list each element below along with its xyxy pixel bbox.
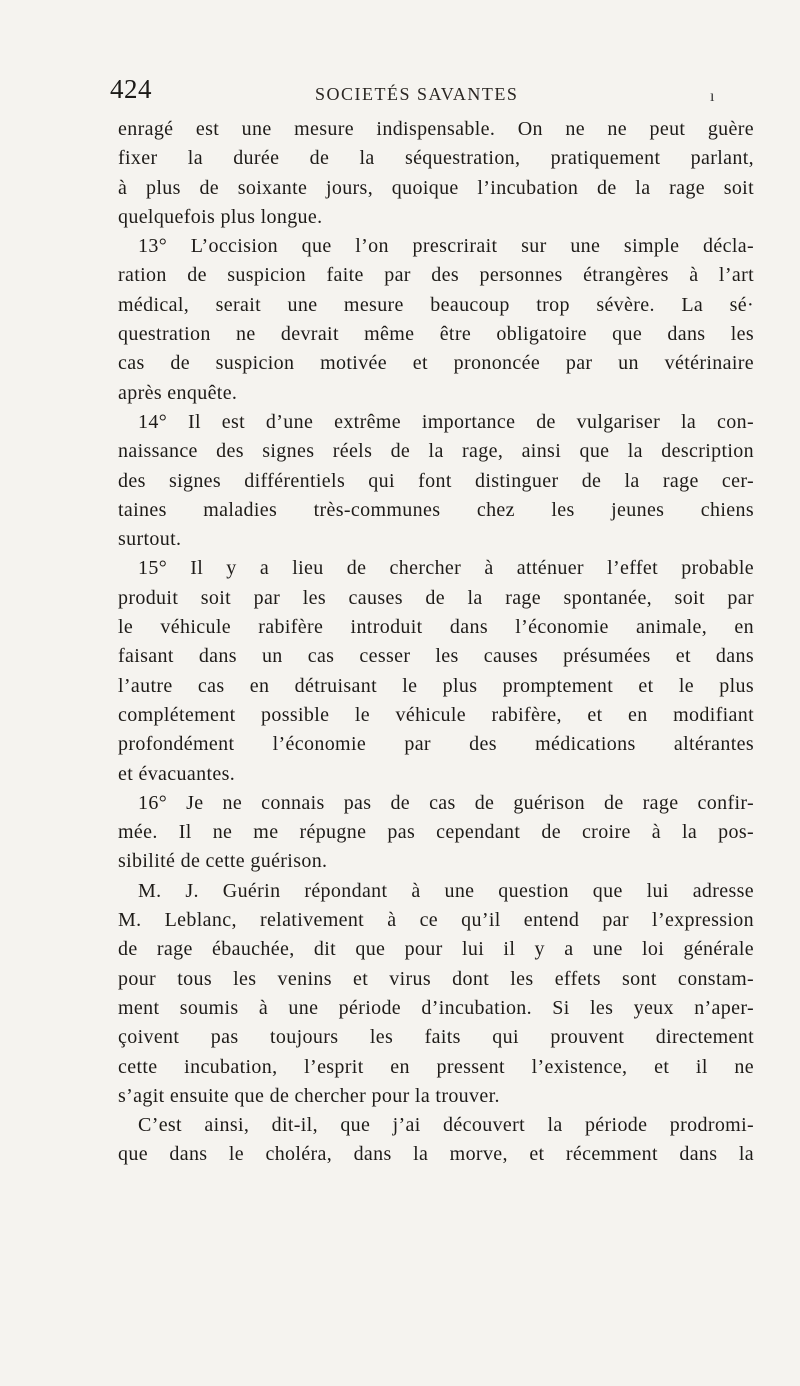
text-line: complétement possible le véhicule rabifère, et en modifiant	[118, 703, 754, 726]
text-line: des signes différentiels qui font distinguer de la rage cer-	[118, 469, 754, 492]
text-line: ment soumis à une période d’incubation. Si les yeux n’aper-	[118, 996, 754, 1019]
text-line: M. Leblanc, relativement à ce qu’il entend par l’expression	[118, 909, 754, 932]
text-line: et évacuantes.	[118, 762, 236, 785]
page-header	[110, 74, 715, 114]
text-line: 15° Il y a lieu de chercher à atténuer l’effet probable	[138, 557, 754, 580]
text-line: l’autre cas en détruisant le plus promptement et le plus	[118, 674, 754, 697]
text-line: 16° Je ne connais pas de cas de guérison de rage confir-	[138, 791, 754, 814]
body-text	[118, 115, 754, 1170]
text-line: après enquête.	[118, 381, 238, 404]
text-line: cas de suspicion motivée et prononcée par un vétérinaire	[118, 352, 754, 375]
text-line: fixer la durée de la séquestration, pratiquement parlant,	[118, 147, 754, 170]
text-line: quelquefois plus longue.	[118, 205, 323, 228]
text-line: surtout.	[118, 528, 182, 551]
text-line: enragé est une mesure indispensable. On ne ne peut guère	[118, 118, 754, 140]
text-line: çoivent pas toujours les faits qui prouvent directement	[118, 1026, 754, 1049]
text-line: s’agit ensuite que de chercher pour la trouver.	[118, 1084, 500, 1107]
text-line: de rage ébauchée, dit que pour lui il y a une loi générale	[118, 938, 754, 961]
text-line: naissance des signes réels de la rage, ainsi que la description	[118, 440, 754, 463]
header-mark: ı	[710, 88, 715, 105]
text-line: médical, serait une mesure beaucoup trop sévère. La sé·	[118, 293, 754, 316]
text-line: pour tous les venins et virus dont les effets sont constam-	[118, 967, 754, 990]
running-head: SOCIETÉS SAVANTES	[315, 84, 519, 104]
text-line: profondément l’économie par des médications altérantes	[118, 733, 754, 756]
page-number: 424	[110, 74, 152, 104]
text-line: sibilité de cette guérison.	[118, 850, 328, 873]
text-line: M. J. Guérin répondant à une question que lui adresse	[138, 879, 754, 902]
text-line: 13° L’occision que l’on prescrirait sur une simple décla-	[138, 235, 754, 258]
text-line: ration de suspicion faite par des personnes étrangères à l’art	[118, 264, 754, 287]
text-line: produit soit par les causes de la rage spontanée, soit par	[118, 586, 754, 609]
text-line: taines maladies très-communes chez les jeunes chiens	[118, 498, 754, 521]
text-line: que dans le choléra, dans la morve, et récemment dans la	[118, 1143, 754, 1166]
text-line: le véhicule rabifère introduit dans l’économie animale, en	[118, 616, 754, 639]
text-line: faisant dans un cas cesser les causes présumées et dans	[118, 645, 754, 668]
text-line: C’est ainsi, dit-il, que j’ai découvert la période prodromi-	[138, 1114, 754, 1137]
text-line: à plus de soixante jours, quoique l’incubation de la rage soit	[118, 176, 754, 199]
text-line: mée. Il ne me répugne pas cependant de croire à la pos-	[118, 821, 754, 844]
text-line: cette incubation, l’esprit en pressent l’existence, et il ne	[118, 1055, 754, 1078]
text-line: 14° Il est d’une extrême importance de vulgariser la con-	[138, 410, 754, 433]
text-line: questration ne devrait même être obligatoire que dans les	[118, 323, 754, 346]
